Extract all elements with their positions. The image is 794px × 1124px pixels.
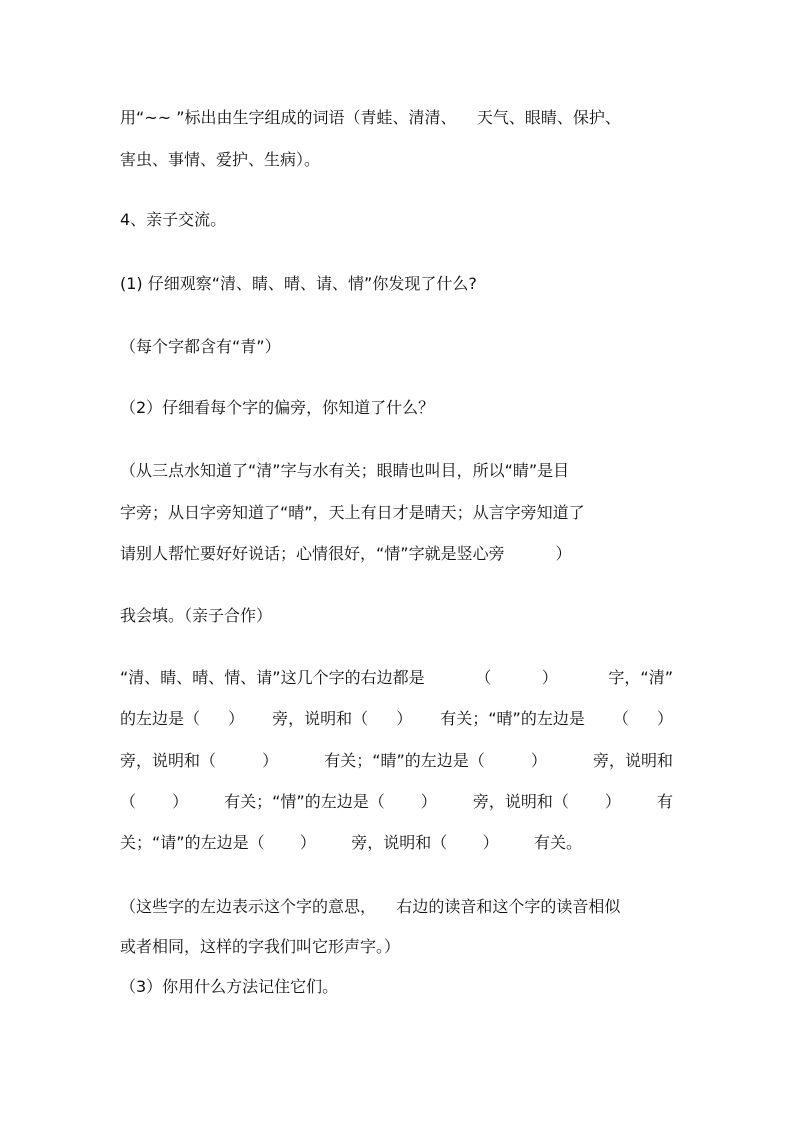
explanation-line-2: 或者相同，这样的字我们叫它形声字。） <box>120 937 401 956</box>
fill-text: ） <box>420 792 437 811</box>
fill-text: 旁，说明和（ <box>272 709 369 728</box>
explanation-line-1: （这些字的左边表示这个字的意思， 右边的读音和这个字的读音相似 <box>120 897 621 916</box>
fill-text: 有关；“睛”的左边是（ <box>324 751 485 770</box>
fill-text: 的左边是（ <box>120 709 201 728</box>
fill-in-line-5 <box>120 833 582 853</box>
fill-text: ） <box>172 792 189 811</box>
fill-in-line-2 <box>120 709 673 729</box>
instruction-line-1: 用“~~ ”标出由生字组成的词语（青蛙、清清、 天气、眼睛、保护、 <box>120 108 621 127</box>
fill-text: ） <box>604 792 621 811</box>
fill-in-line-4 <box>120 792 673 812</box>
fill-text: 有关；“晴”的左边是 <box>440 709 585 728</box>
question-1: (1) 仔细观察“清、睛、晴、请、情”你发现了什么? <box>120 274 477 293</box>
fill-text: 旁，说明和（ <box>351 833 448 852</box>
question-2: （2）仔细看每个字的偏旁，你知道了什么？ <box>120 398 435 417</box>
fill-text: （ <box>120 792 137 811</box>
fill-text: （ <box>475 668 492 687</box>
section-heading: 4、亲子交流。 <box>120 210 227 229</box>
fill-text: ） <box>396 709 413 728</box>
fill-text: 有 <box>656 792 673 811</box>
fill-text: ） <box>299 833 316 852</box>
fill-text: ） <box>541 668 558 687</box>
exercise-heading: 我会填。（亲子合作） <box>120 606 273 625</box>
fill-text: 关；“请”的左边是（ <box>120 833 265 852</box>
fill-in-line-3 <box>120 751 673 771</box>
answer-2-line-1: （从三点水知道了“清”字与水有关；眼睛也叫目，所以“睛”是目 <box>120 461 570 480</box>
fill-text: 有关；“情”的左边是（ <box>224 792 385 811</box>
fill-text: 旁，说明和（ <box>120 751 217 770</box>
fill-text: 旁，说明和（ <box>472 792 569 811</box>
fill-text: （ <box>612 709 629 728</box>
answer-2-line-3: 请别人帮忙要好好说话；心情很好，“情”字就是竖心旁 ） <box>120 544 572 563</box>
answer-2-line-2: 字旁；从日字旁知道了“晴”，天上有日才是晴天；从言字旁知道了 <box>120 503 585 522</box>
fill-text: ） <box>228 709 245 728</box>
fill-text: ） <box>262 751 279 770</box>
fill-in-line-1 <box>120 668 673 688</box>
fill-text: ） <box>482 833 499 852</box>
fill-text: ） <box>530 751 547 770</box>
fill-text: ） <box>656 709 673 728</box>
fill-text: 有关。 <box>533 833 582 852</box>
fill-text: 字，“清” <box>608 668 673 687</box>
fill-text: 旁，说明和 <box>592 751 673 770</box>
fill-text: “清、睛、晴、情、请”这几个字的右边都是 <box>120 668 425 687</box>
question-3: （3）你用什么方法记住它们。 <box>120 977 339 996</box>
instruction-line-2: 害虫、事情、爱护、生病）。 <box>120 150 321 169</box>
answer-1: （每个字都含有“青”） <box>120 337 281 356</box>
